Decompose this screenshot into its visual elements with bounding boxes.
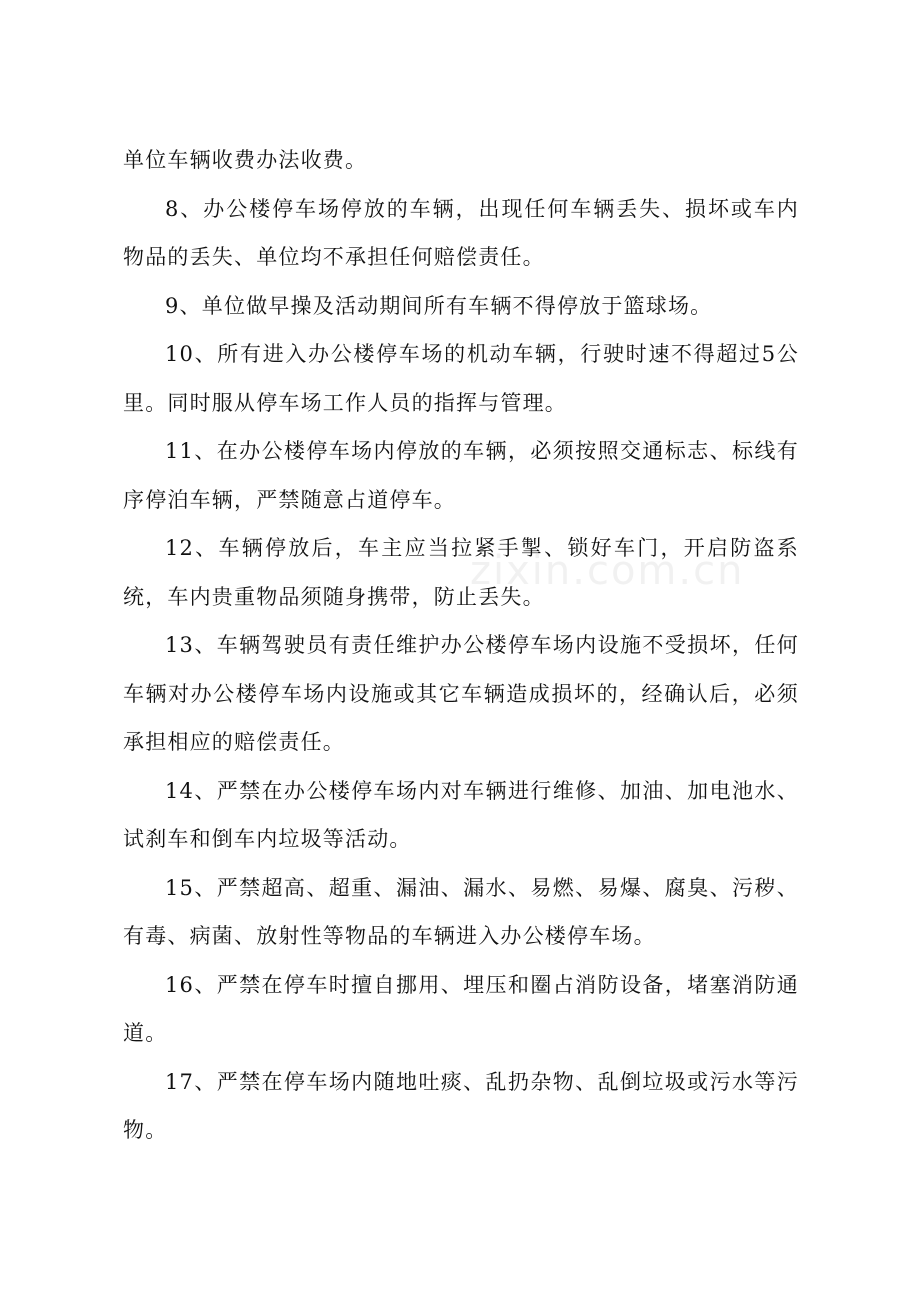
paragraph-item-11: 11、在办公楼停车场内停放的车辆，必须按照交通标志、标线有序停泊车辆，严禁随意占道停车。 xyxy=(123,439,799,512)
paragraph-item-8: 8、办公楼停车场停放的车辆，出现任何车辆丢失、损坏或车内物品的丢失、单位均不承担任何赔偿责任。 xyxy=(123,196,799,269)
paragraph-continuation: 单位车辆收费办法收费。 xyxy=(123,148,368,172)
paragraph-item-15: 15、严禁超高、超重、漏油、漏水、易燃、易爆、腐臭、污秽、有毒、病菌、放射性等物品的车辆进入办公楼停车场。 xyxy=(123,875,799,948)
paragraph-item-10: 10、所有进入办公楼停车场的机动车辆，行驶时速不得超过5公里。同时服从停车场工作人员的指挥与管理。 xyxy=(123,342,799,415)
document-body xyxy=(123,136,799,1155)
watermark-text: zixin.com.cn xyxy=(470,548,745,594)
paragraph-item-13: 13、车辆驾驶员有责任维护办公楼停车场内设施不受损坏，任何车辆对办公楼停车场内设施或其它车辆造成损坏的，经确认后，必须承担相应的赔偿责任。 xyxy=(123,633,799,754)
paragraph-item-14: 14、严禁在办公楼停车场内对车辆进行维修、加油、加电池水、试刹车和倒车内垃圾等活动。 xyxy=(123,778,799,851)
paragraph-item-12: 12、车辆停放后，车主应当拉紧手掣、锁好车门，开启防盗系统，车内贵重物品须随身携带，防止丢失。 xyxy=(123,536,799,609)
paragraph-item-9: 9、单位做早操及活动期间所有车辆不得停放于篮球场。 xyxy=(165,293,713,318)
paragraph-item-16: 16、严禁在停车时擅自挪用、埋压和圈占消防设备，堵塞消防通道。 xyxy=(123,972,799,1045)
paragraph-item-17: 17、严禁在停车场内随地吐痰、乱扔杂物、乱倒垃圾或污水等污物。 xyxy=(123,1069,799,1142)
